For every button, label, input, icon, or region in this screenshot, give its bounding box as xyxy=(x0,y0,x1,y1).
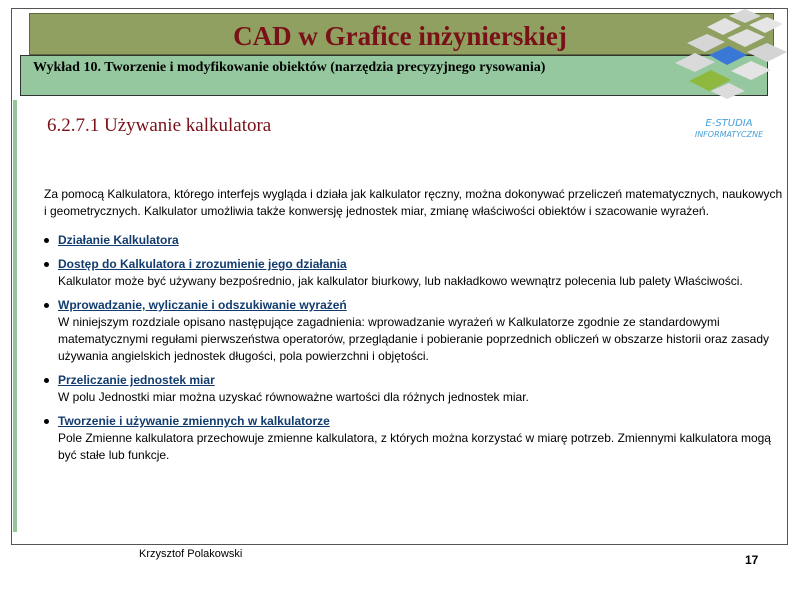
logo-line2: INFORMATYCZNE xyxy=(694,130,764,139)
topic-description: Kalkulator może być używany bezpośrednio, jak kalkulator biurkowy, lub nakładkowo wewnątrz polecenia lub palety Właściwości. xyxy=(58,274,743,288)
logo-tiles-icon xyxy=(675,9,787,99)
topic-description: W niniejszym rozdziale opisano następujące zagadnienia: wprowadzanie wyrażeń w Kalkulatorze zgodnie ze standardowymi matematycznymi regułami pierwszeństwa operatorów, przeglądanie i pobieranie poprzednich obliczeń w obszarze historii oraz zasady używania angielskich jednostek długości, pola powierzchni i objętości. xyxy=(58,315,770,363)
section-title: 6.2.7.1 Używanie kalkulatora xyxy=(47,115,272,136)
footer-author: Krzysztof Polakowski xyxy=(139,548,243,560)
topic-description: W polu Jednostki miar można uzyskać równoważne wartości dla różnych jednostek miar. xyxy=(58,390,529,404)
e-studia-logo xyxy=(669,5,791,140)
list-item xyxy=(44,232,784,249)
topic-link-wyrazenia[interactable]: Wprowadzanie, wyliczanie i odszukiwanie wyrażeń xyxy=(58,298,347,312)
topic-description: Pole Zmienne kalkulatora przechowuje zmienne kalkulatora, z których można korzystać w miarę potrzeb. Zmiennymi kalkulatora mogą być stałe lub funkcje. xyxy=(58,431,771,462)
list-item xyxy=(44,413,784,464)
topic-link-dzialanie[interactable]: Działanie Kalkulatora xyxy=(58,233,179,247)
list-item xyxy=(44,372,784,406)
page-number: 17 xyxy=(745,553,759,567)
lecture-subtitle: Wykład 10. Tworzenie i modyfikowanie obiektów (narzędzia precyzyjnego rysowania) xyxy=(33,60,546,75)
topic-list xyxy=(44,232,784,471)
list-item xyxy=(44,256,784,290)
bullet-icon xyxy=(44,419,49,424)
intro-paragraph: Za pomocą Kalkulatora, którego interfejs wygląda i działa jak kalkulator ręczny, można dokonywać przeliczeń matematycznych, naukowych i geometrycznych. Kalkulator umożliwia także konwersję jednostek miar, zmianę właściwości obiektów i szacowanie wyrażeń. xyxy=(44,187,783,218)
slide-title: CAD w Grafice inżynierskiej xyxy=(233,21,567,51)
bullet-icon xyxy=(44,378,49,383)
bullet-icon xyxy=(44,262,49,267)
bullet-icon xyxy=(44,303,49,308)
left-accent-bar xyxy=(13,100,17,532)
logo-line1: E-STUDIA xyxy=(705,118,753,129)
list-item xyxy=(44,297,784,365)
topic-link-dostep[interactable]: Dostęp do Kalkulatora i zrozumienie jego działania xyxy=(58,257,347,271)
bullet-icon xyxy=(44,238,49,243)
topic-link-jednostki[interactable]: Przeliczanie jednostek miar xyxy=(58,373,215,387)
topic-link-zmienne[interactable]: Tworzenie i używanie zmiennych w kalkulatorze xyxy=(58,414,330,428)
